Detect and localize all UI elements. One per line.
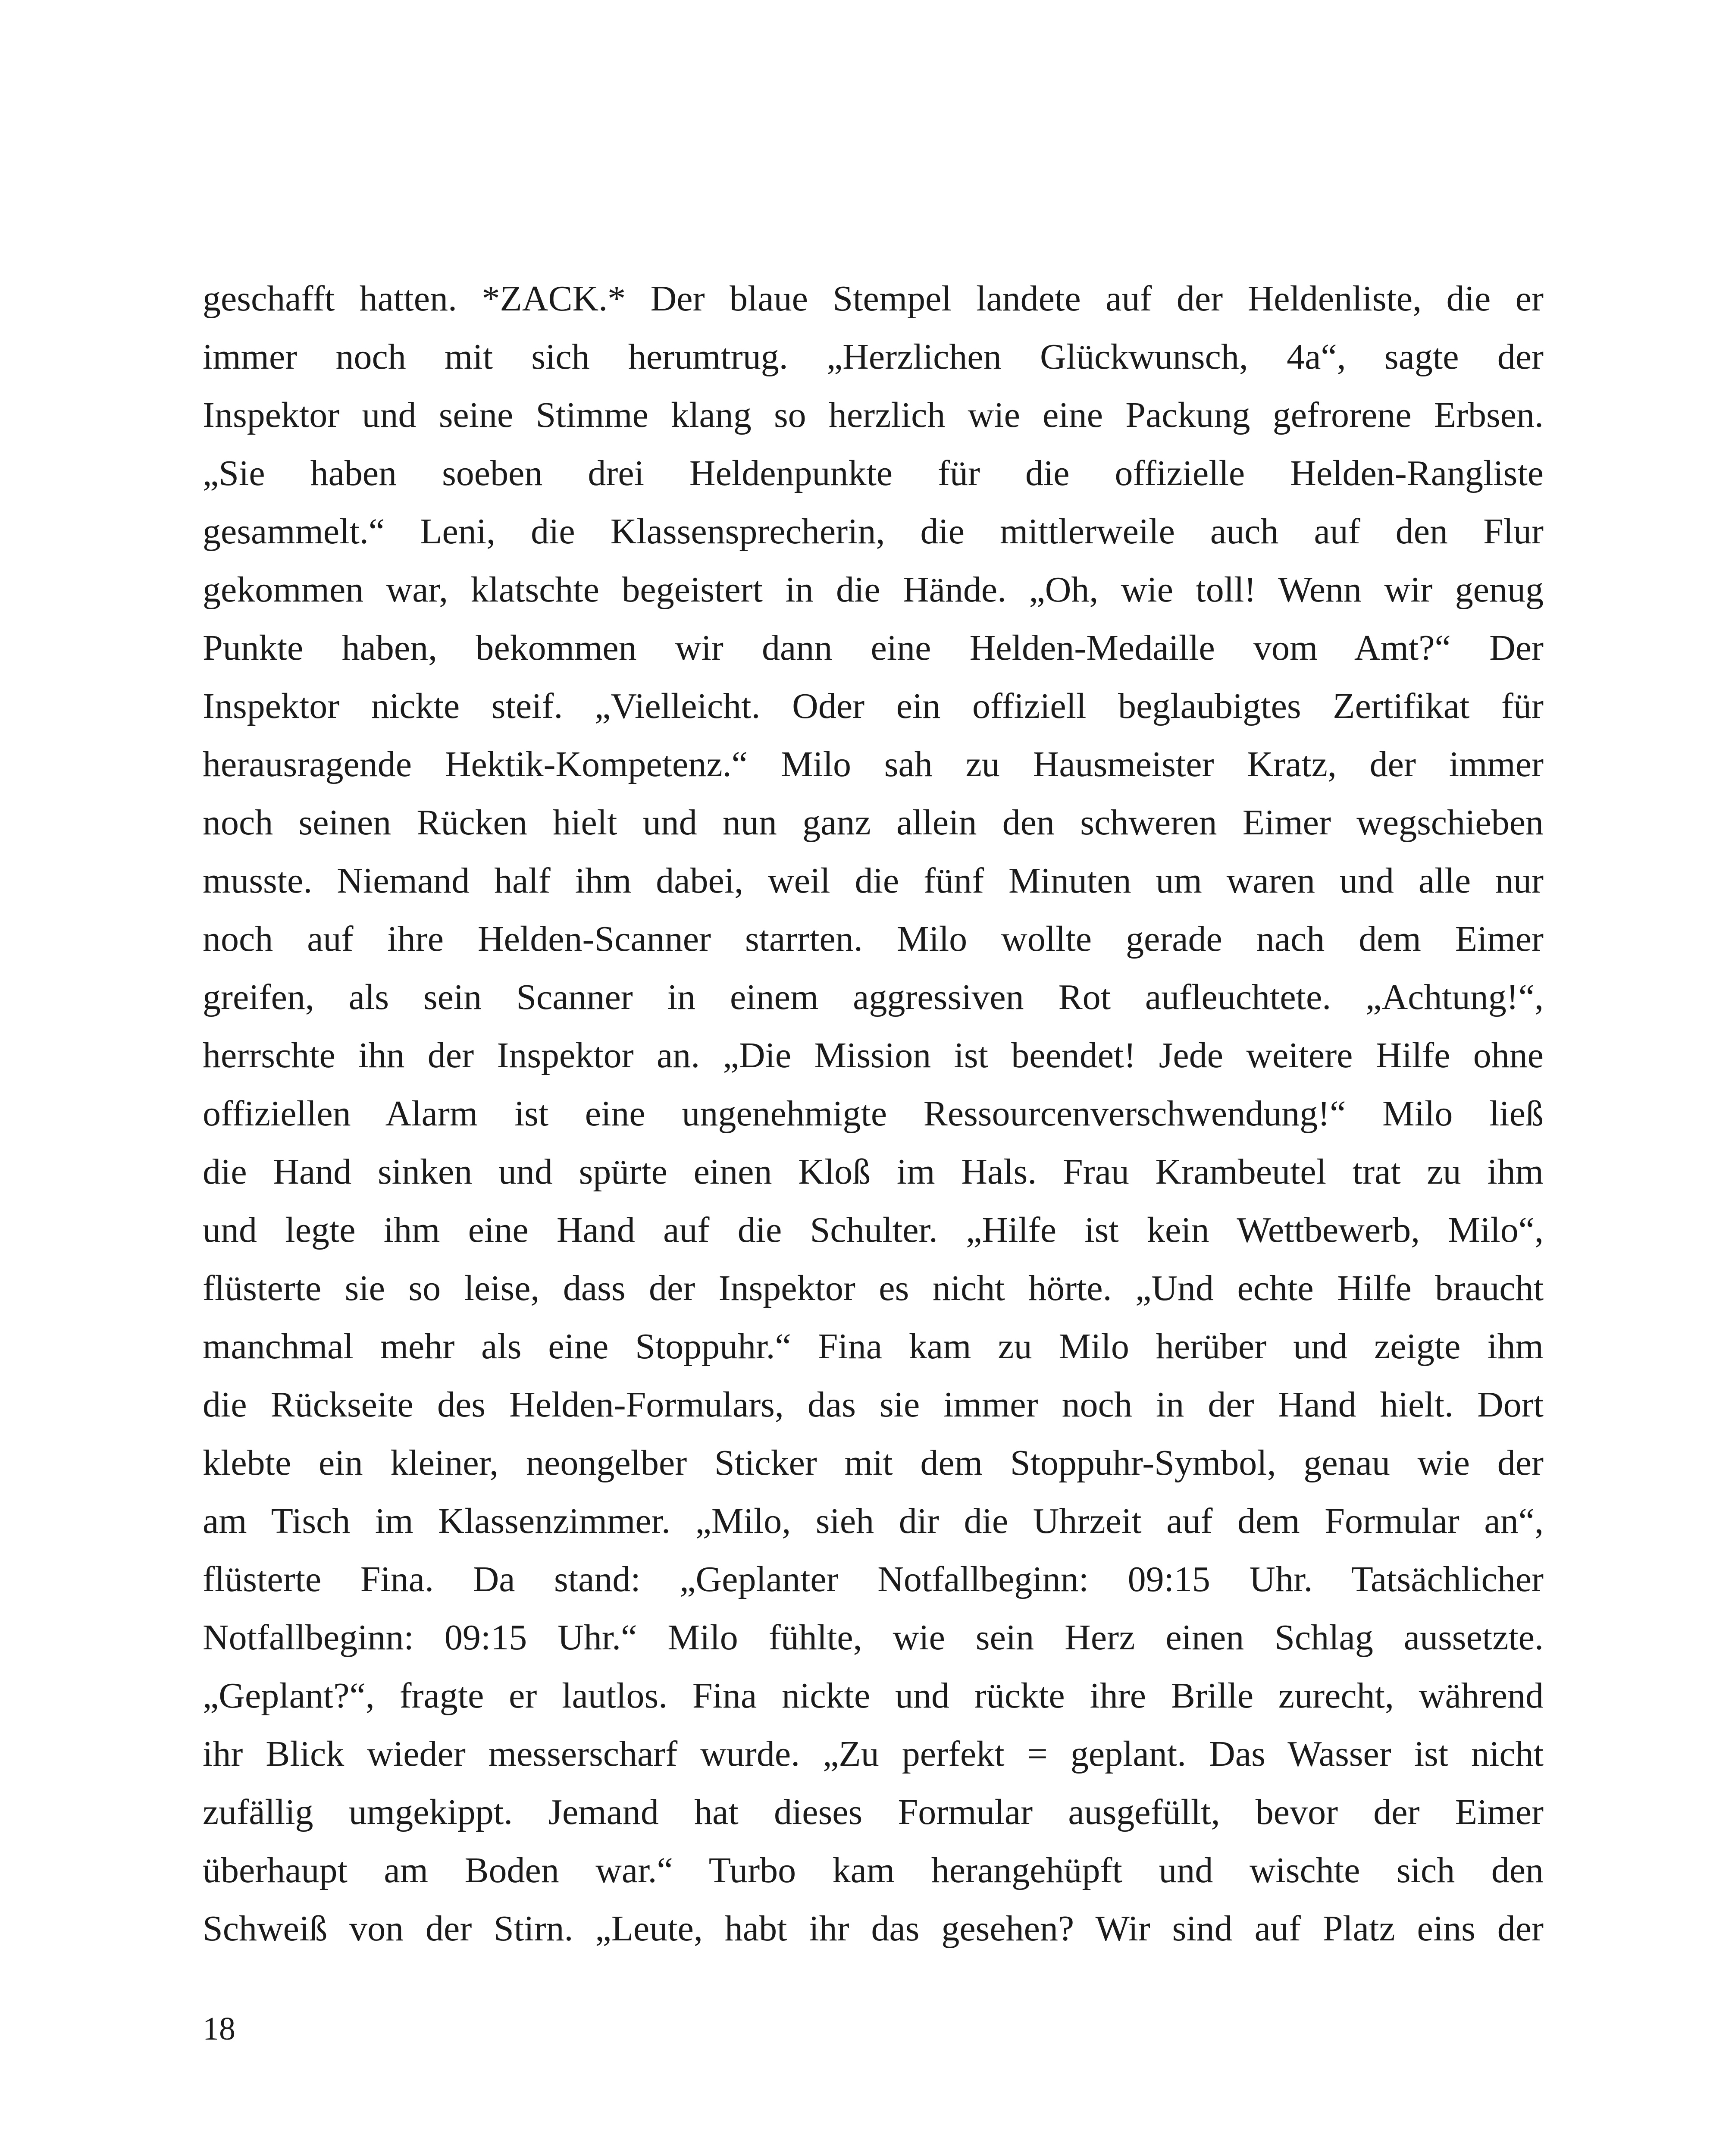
text-line: noch auf ihre Helden-Scanner starrten. Milo wollte gerade nach dem Eimer: [203, 919, 1544, 959]
text-line: gekommen war, klatschte begeistert in die Hände. „Oh, wie toll! Wenn wir genug: [203, 570, 1544, 610]
text-line: Punkte haben, bekommen wir dann eine Helden-Medaille vom Amt?“ Der: [203, 628, 1544, 668]
text-line: flüsterte Fina. Da stand: „Geplanter Notfallbeginn: 09:15 Uhr. Tatsächlicher: [203, 1559, 1544, 1599]
text-line: und legte ihm eine Hand auf die Schulter. „Hilfe ist kein Wettbewerb, Milo“,: [203, 1210, 1544, 1250]
text-line: Inspektor und seine Stimme klang so herzlich wie eine Packung gefrorene Erbsen.: [203, 395, 1544, 435]
text-line: flüsterte sie so leise, dass der Inspektor es nicht hörte. „Und echte Hilfe braucht: [203, 1268, 1544, 1308]
text-line: noch seinen Rücken hielt und nun ganz allein den schweren Eimer wegschieben: [203, 802, 1544, 843]
text-line: ihr Blick wieder messerscharf wurde. „Zu perfekt = geplant. Das Wasser ist nicht: [203, 1734, 1544, 1774]
text-line: überhaupt am Boden war.“ Turbo kam herangehüpft und wischte sich den: [203, 1850, 1544, 1890]
text-line: herrschte ihn der Inspektor an. „Die Mission ist beendet! Jede weitere Hilfe ohne: [203, 1035, 1544, 1075]
text-line: greifen, als sein Scanner in einem aggressiven Rot aufleuchtete. „Achtung!“,: [203, 977, 1544, 1017]
text-line: herausragende Hektik-Kompetenz.“ Milo sah zu Hausmeister Kratz, der immer: [203, 744, 1544, 784]
text-line: Schweiß von der Stirn. „Leute, habt ihr das gesehen? Wir sind auf Platz eins der: [203, 1908, 1544, 1949]
text-line: offiziellen Alarm ist eine ungenehmigte Ressourcenverschwendung!“ Milo ließ: [203, 1094, 1544, 1134]
text-line: die Rückseite des Helden-Formulars, das sie immer noch in der Hand hielt. Dort: [203, 1385, 1544, 1425]
page-number: 18: [203, 2011, 235, 2047]
text-line: Notfallbeginn: 09:15 Uhr.“ Milo fühlte, wie sein Herz einen Schlag aussetzte.: [203, 1617, 1544, 1658]
text-line: gesammelt.“ Leni, die Klassensprecherin, die mittlerweile auch auf den Flur: [203, 511, 1544, 552]
text-line: geschafft hatten. *ZACK.* Der blaue Stempel landete auf der Heldenliste, die er: [203, 279, 1544, 319]
text-line: musste. Niemand half ihm dabei, weil die fünf Minuten um waren und alle nur: [203, 861, 1544, 901]
text-line: manchmal mehr als eine Stoppuhr.“ Fina kam zu Milo herüber und zeigte ihm: [203, 1326, 1544, 1366]
text-line: klebte ein kleiner, neongelber Sticker mit dem Stoppuhr-Symbol, genau wie der: [203, 1443, 1544, 1483]
body-text: [203, 270, 1544, 1958]
text-line: „Sie haben soeben drei Heldenpunkte für die offizielle Helden-Rangliste: [203, 453, 1544, 493]
text-line: zufällig umgekippt. Jemand hat dieses Formular ausgefüllt, bevor der Eimer: [203, 1792, 1544, 1832]
text-line: am Tisch im Klassenzimmer. „Milo, sieh dir die Uhrzeit auf dem Formular an“,: [203, 1501, 1544, 1541]
text-line: „Geplant?“, fragte er lautlos. Fina nickte und rückte ihre Brille zurecht, während: [203, 1676, 1544, 1716]
text-line: Inspektor nickte steif. „Vielleicht. Oder ein offiziell beglaubigtes Zertifikat für: [203, 686, 1544, 726]
text-line: die Hand sinken und spürte einen Kloß im Hals. Frau Krambeutel trat zu ihm: [203, 1152, 1544, 1192]
text-line: immer noch mit sich herumtrug. „Herzlichen Glückwunsch, 4a“, sagte der: [203, 337, 1544, 377]
